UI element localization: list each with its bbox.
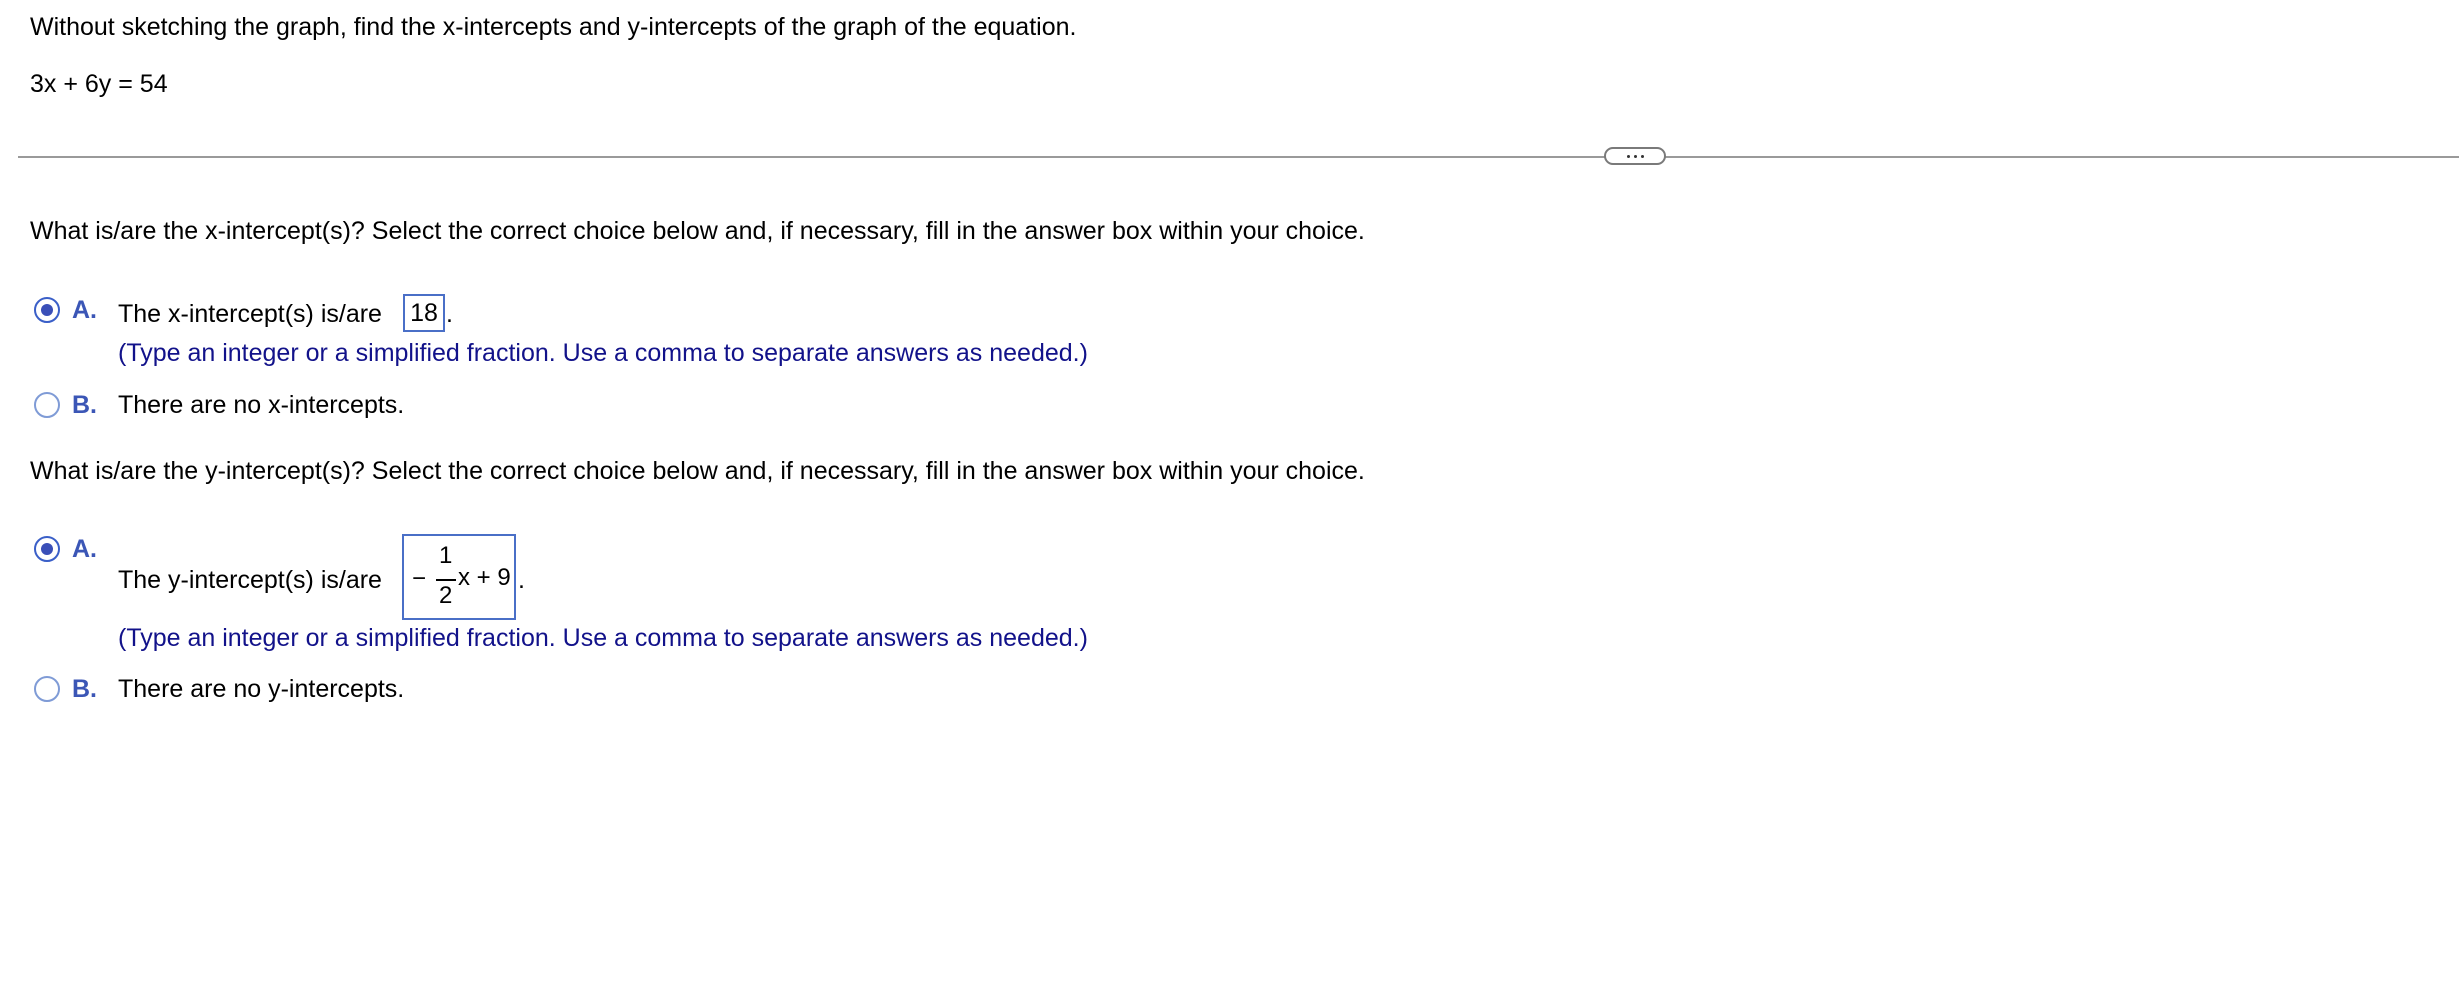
ellipsis-dot-icon <box>1627 155 1630 158</box>
x-intercept-answer-box[interactable]: 18 <box>403 294 445 332</box>
x-choice-a-letter: A. <box>72 296 97 324</box>
expression-remainder: x + 9 <box>458 564 511 591</box>
y-choice-a-hint: (Type an integer or a simplified fraction. Use a comma to separate answers as needed.) <box>118 624 1088 652</box>
y-intercept-prompt: What is/are the y-intercept(s)? Select the correct choice below and, if necessary, fill in the answer box within your choice. <box>30 457 1365 485</box>
ellipsis-dot-icon <box>1634 155 1637 158</box>
y-choice-b-text: There are no y-intercepts. <box>118 675 405 703</box>
x-choice-a-text: The x-intercept(s) is/are <box>118 300 382 328</box>
x-intercept-prompt: What is/are the x-intercept(s)? Select the correct choice below and, if necessary, fill in the answer box within your choice. <box>30 217 1365 245</box>
y-choice-a-period: . <box>518 566 525 594</box>
fraction-numerator: 1 <box>439 542 453 569</box>
more-options-button[interactable] <box>1604 147 1666 165</box>
y-choice-a-letter: A. <box>72 535 97 563</box>
x-choice-b-radio[interactable] <box>34 392 60 418</box>
y-intercept-answer-box[interactable] <box>402 534 516 620</box>
question-instruction: Without sketching the graph, find the x-intercepts and y-intercepts of the graph of the equation. <box>30 13 1077 41</box>
x-choice-a-period: . <box>446 300 453 328</box>
fraction-denominator: 2 <box>439 582 453 609</box>
fraction-sign: − <box>412 565 427 592</box>
question-equation: 3x + 6y = 54 <box>30 70 168 98</box>
x-choice-b-letter: B. <box>72 391 97 419</box>
y-choice-b-letter: B. <box>72 675 97 703</box>
fraction-bar <box>436 579 456 581</box>
y-choice-a-text: The y-intercept(s) is/are <box>118 566 382 594</box>
x-choice-b-text: There are no x-intercepts. <box>118 391 405 419</box>
x-choice-a-radio[interactable] <box>34 297 60 323</box>
y-choice-a-radio[interactable] <box>34 536 60 562</box>
ellipsis-dot-icon <box>1641 155 1644 158</box>
x-choice-a-hint: (Type an integer or a simplified fraction. Use a comma to separate answers as needed.) <box>118 339 1088 367</box>
section-divider <box>18 156 2459 158</box>
y-choice-b-radio[interactable] <box>34 676 60 702</box>
